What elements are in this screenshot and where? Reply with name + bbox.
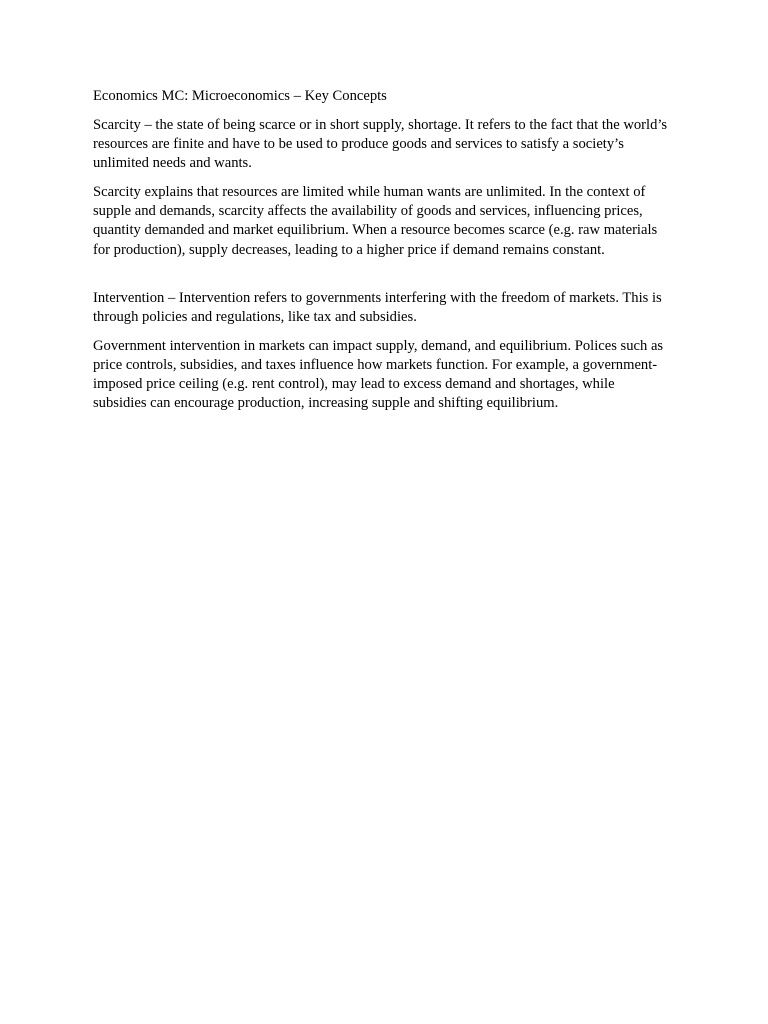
document-body [93, 87, 671, 423]
scarcity-explanation: Scarcity explains that resources are limited while human wants are unlimited. In the context of supple and demands, scarcity affects the availability of goods and services, influencing prices, quantity demanded and market equilibrium. When a resource becomes scarce (e.g. raw materials for production), supply decreases, leading to a higher price if demand remains constant. [93, 184, 658, 258]
intervention-definition: Intervention – Intervention refers to governments interfering with the freedom of markets. This is through policies and regulations, like tax and subsidies. [93, 289, 662, 325]
scarcity-definition: Scarcity – the state of being scarce or in short supply, shortage. It refers to the fact that the world’s resources are finite and have to be used to produce goods and services to satisfy a society’s unlimited needs and wants. [93, 116, 668, 172]
document-title: Economics MC: Microeconomics – Key Concepts [93, 88, 387, 104]
intervention-explanation: Government intervention in markets can impact supply, demand, and equilibrium. Polices such as price controls, subsidies, and taxes influence how markets function. For example, a government-imposed price ceiling (e.g. rent control), may lead to excess demand and shortages, while subsidies can encourage production, increasing supple and shifting equilibrium. [93, 337, 664, 412]
empty-line [93, 269, 671, 288]
